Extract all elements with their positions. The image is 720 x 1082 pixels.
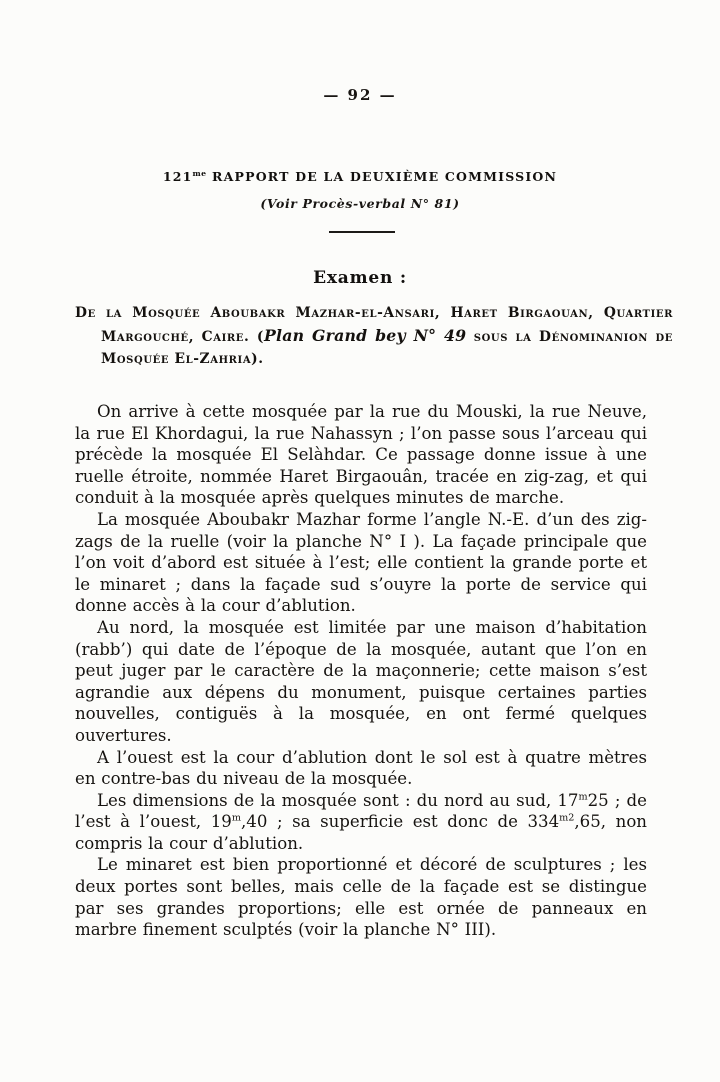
examen-heading: Examen : [313, 268, 407, 288]
page-number: — 92 — [323, 86, 397, 104]
section-divider [329, 231, 395, 233]
body-text [75, 401, 647, 941]
paragraph-3: Au nord, la mosquée est limitée par une maison d’habitation (rabb’) qui date de l’époque de la mosquée, autant que l’on en peut juger par le caractère de la maçonnerie; cette maison s’est agrandie aux dépens du monument, puisque certaines parties nouvelles, contiguës à la mosquée, en ont fermé quelques ouvertures. [75, 617, 647, 745]
report-title: $121^{me}$ RAPPORT DE LA DEUXIÈME COMMISSION [162, 169, 558, 185]
paragraph-6: Le minaret est bien proportionné et décoré de sculptures ; les deux portes sont belles, mais celle de la façade est se distingue par ses grandes proportions; elle est ornée de panneaux en marbre finement sculptés (voir la planche N° III). [75, 855, 647, 940]
paragraph-5: Les dimensions de la mosquée sont : du nord au sud, 17$^m$25 ; de l’est à l’ouest, 19$^m$,40 ; sa superficie est donc de $334^{m2},65$, non compris la cour d’ablution. [75, 790, 647, 853]
paragraph-4: A l’ouest est la cour d’ablution dont le sol est à quatre mètres en contre-bas du niveau de la mosquée. [75, 747, 647, 789]
paragraph-1: On arrive à cette mosquée par la rue du Mouski, la rue Neuve, la rue El Khordagui, la rue Nahassyn ; l’on passe sous l’arceau qui précède la mosquée El Selàhdar. Ce passage donne issue à une ruelle étroite, nommée Haret Birgaouân, tracée en zig-zag, et qui conduit à la mosquée après quelques minutes de marche. [75, 402, 647, 508]
paragraph-2: La mosquée Aboubakr Mazhar forme l’angle N.-E. d’un des zig-zags de la ruelle (voir la planche N° I ). La façade principale que l’on voit d’abord est située à l’est; elle contient la grande porte et le minaret ; dans la façade sud s’ouyre la porte de service qui donne accès à la cour d’ablution. [75, 509, 647, 616]
subject-description: De la Mosquée Aboubakr Mazhar-el-Ansari, Haret Birgaouan, Quartier Margouché, Caire. (Plan Grand bey N° 49 sous la Dénominanion de Mosquée El-Zahria). [75, 305, 673, 367]
report-subtitle: (Voir Procès-verbal N° 81) [260, 196, 460, 211]
